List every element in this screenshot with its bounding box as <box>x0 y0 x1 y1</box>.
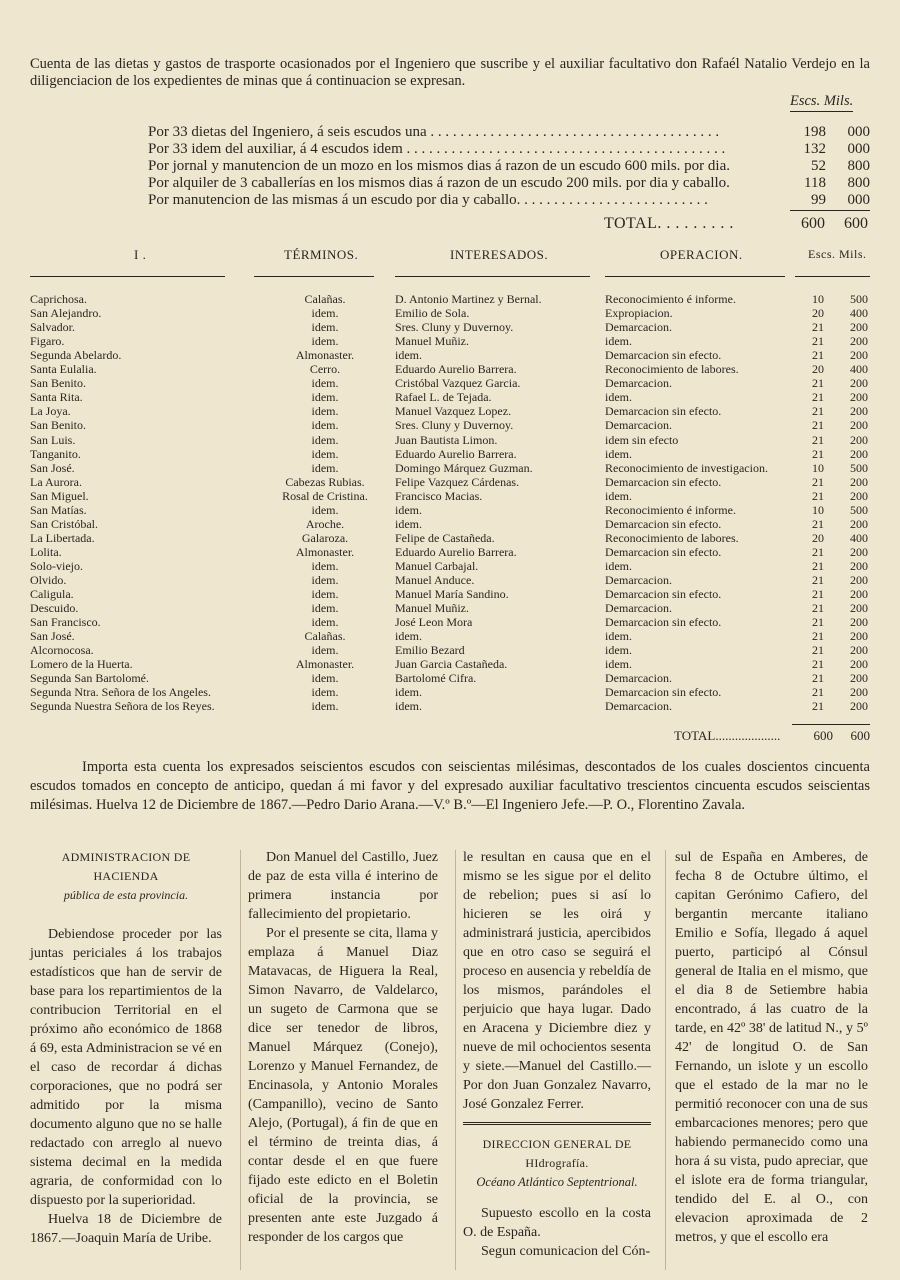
row-esc: 21 <box>812 587 824 602</box>
row-esc: 21 <box>812 446 824 461</box>
table-row <box>30 390 870 404</box>
interesado: Domingo Márquez Guzman. <box>395 460 533 475</box>
column-hacienda <box>30 848 222 1248</box>
row-esc: 10 <box>812 460 824 475</box>
operacion: Demarcacion. <box>605 671 672 686</box>
mine-name: La Libertada. <box>30 530 95 545</box>
operacion: Reconocimiento é informe. <box>605 502 736 517</box>
row-mils: 200 <box>850 432 868 447</box>
total-esc: 600 <box>801 215 825 232</box>
mine-name: Segunda Ntra. Señora de los Angeles. <box>30 685 211 700</box>
table-row <box>30 657 870 671</box>
row-esc: 21 <box>812 699 824 714</box>
mine-name: Caprichosa. <box>30 292 87 306</box>
hidrografia-heading: DIRECCION GENERAL DE HIdrografía. <box>482 1137 632 1170</box>
termino: Rosal de Cristina. <box>282 488 368 503</box>
expense-desc: Por manutencion de las mismas á un escudo por dia y caballo. . . . . . . . . . . . . . . . . . . . . . . . . . <box>148 192 708 208</box>
header-rule <box>395 276 590 277</box>
row-mils: 200 <box>850 601 868 616</box>
table-row <box>30 699 870 713</box>
mine-name: Lolita. <box>30 544 62 559</box>
row-mils: 400 <box>850 362 868 377</box>
row-mils: 200 <box>850 488 868 503</box>
column-divider <box>240 850 241 1270</box>
escollo-body: sul de España en Amberes, de fecha 8 de Octubre último, el capitan Gerónimo Cafiero, del bergantin mercante italiano Emilio e Sofía, llegado á aquel puerto, participó al Cónsul general de Italia en el mismo, que el dia 8 de Setiembre habia encontrado, á las cuatro de la tarde, en 42º 38' de latitud N., y 5º 42' de longitud O. de San Fernando, un islote y un escollo que el estado de la mar no le permitió reconocer con una de sus embarcaciones menores; pero que habiendo permanecido como una hora á su vista, pudo apreciar, que el islote era de forma triangular, tendido del E. al O., con elevacion aproximada de 2 metros, y que el escollo era <box>675 850 868 1245</box>
row-esc: 21 <box>812 685 824 700</box>
header-units: Escs. Mils. <box>808 247 867 261</box>
interesado: Emilio de Sola. <box>395 306 470 321</box>
mine-name: Descuido. <box>30 601 79 616</box>
row-mils: 200 <box>850 699 868 714</box>
hidrografia-body: Segun comunicacion del Cón- <box>481 1244 651 1259</box>
interesado: Eduardo Aurelio Barrera. <box>395 446 517 461</box>
table-row <box>30 517 870 531</box>
expense-esc: 198 <box>803 124 826 140</box>
termino: idem. <box>311 376 339 391</box>
header-rule <box>605 276 785 277</box>
mine-name: Salvador. <box>30 320 75 335</box>
termino: idem. <box>311 432 339 447</box>
total-rule <box>790 210 870 211</box>
mine-name: Tanganito. <box>30 446 81 461</box>
row-mils: 200 <box>850 587 868 602</box>
row-esc: 20 <box>812 362 824 377</box>
operacion: Demarcacion sin efecto. <box>605 348 722 363</box>
section-rule <box>463 1122 651 1125</box>
total-mils: 600 <box>844 215 868 232</box>
table-row <box>30 418 870 432</box>
termino: idem. <box>311 601 339 616</box>
expense-mils: 800 <box>847 158 870 174</box>
termino: idem. <box>311 615 339 630</box>
row-esc: 20 <box>812 530 824 545</box>
operacion: Demarcacion sin efecto. <box>605 474 722 489</box>
mine-name: San José. <box>30 460 75 475</box>
expense-esc: 99 <box>811 192 826 208</box>
hacienda-heading: ADMINISTRACION DE HACIENDA <box>61 850 191 883</box>
termino: idem. <box>311 699 339 714</box>
header-terminos: TÉRMINOS. <box>284 247 359 262</box>
row-mils: 200 <box>850 544 868 559</box>
operacion: Reconocimiento é informe. <box>605 292 736 306</box>
row-esc: 21 <box>812 573 824 587</box>
column-divider <box>665 850 666 1270</box>
row-mils: 200 <box>850 404 868 419</box>
termino: idem. <box>311 460 339 475</box>
row-esc: 21 <box>812 671 824 686</box>
mine-name: La Aurora. <box>30 474 82 489</box>
mine-name: Santa Eulalia. <box>30 362 97 377</box>
edicto-body: Por el presente se cita, llama y emplaza á Manuel Diaz Matavacas, de Higuera la Real, Simon Navarro, de Valdelarco, un sugeto de Carmona que se dice ser tenedor de libros, Manuel Márquez (Conejo), Lorenzo y Manuel Fernandez, de Encinasola, y Antonio Morales (Campanillo), vecino de Santo Alejo, (Portugal), á fin de que en el término de treinta dias, á contar desde el en que fuere fijado este edicto en el Boletin oficial de la provincia, se presenten ante este Juzgado á responder de los cargos que <box>248 926 438 1245</box>
table-row <box>30 362 870 376</box>
interesado: Manuel Carbajal. <box>395 558 479 573</box>
hacienda-subheading: pública de esta provincia. <box>63 888 189 902</box>
operacion: Reconocimiento de labores. <box>605 530 739 545</box>
table-row <box>30 306 870 320</box>
table-total-esc: 600 <box>813 728 833 743</box>
interesado: Cristóbal Vazquez Garcia. <box>395 376 521 391</box>
operacion: Demarcacion. <box>605 320 672 335</box>
table-row <box>30 376 870 390</box>
mine-name: Santa Rita. <box>30 390 83 405</box>
operacion: Demarcacion sin efecto. <box>605 404 722 419</box>
expense-esc: 132 <box>803 141 826 157</box>
interesado: Eduardo Aurelio Barrera. <box>395 362 517 377</box>
interesado: idem. <box>395 685 422 700</box>
row-mils: 200 <box>850 516 868 531</box>
interesado: Felipe de Castañeda. <box>395 530 495 545</box>
interesado: Juan Bautista Limon. <box>395 432 498 447</box>
table-row <box>30 348 870 362</box>
header-rule <box>30 276 225 277</box>
table-row <box>30 475 870 489</box>
operacion: idem sin efecto <box>605 432 679 447</box>
row-mils: 200 <box>850 615 868 630</box>
hacienda-body: Debiendose proceder por las juntas periciales á los trabajos estadísticos que han de servir de base para los repartimientos de la contribucion Territorial en el próximo año económico de 1868 á 69, esta Administracion se vé en el caso de recordar á dichas corporaciones, que no podrá ser admitido por la misma documento alguno que no se halle redactado con arreglo al nuevo sistema decimal en la medida agraria, de conformidad con lo dispuesto por la superioridad. <box>30 927 222 1208</box>
termino: idem. <box>311 502 339 517</box>
table-row <box>30 545 870 559</box>
termino: Cabezas Rubias. <box>285 474 365 489</box>
mine-name: San Benito. <box>30 376 86 391</box>
row-mils: 200 <box>850 334 868 349</box>
operacion: Demarcacion. <box>605 601 672 616</box>
interesado: José Leon Mora <box>395 615 473 630</box>
termino: idem. <box>311 446 339 461</box>
header-name: I . <box>134 247 147 262</box>
row-mils: 200 <box>850 643 868 658</box>
operacion: Reconocimiento de labores. <box>605 362 739 377</box>
table-row <box>30 643 870 657</box>
row-mils: 200 <box>850 446 868 461</box>
row-esc: 21 <box>812 488 824 503</box>
row-mils: 200 <box>850 390 868 405</box>
expense-esc: 52 <box>811 158 826 174</box>
row-mils: 500 <box>850 292 868 306</box>
interesado: Sres. Cluny y Duvernoy. <box>395 320 514 335</box>
termino: idem. <box>311 587 339 602</box>
interesado: Manuel Anduce. <box>395 573 475 587</box>
row-esc: 21 <box>812 376 824 391</box>
interesado: Eduardo Aurelio Barrera. <box>395 544 517 559</box>
expense-desc: Por 33 idem del auxiliar, á 4 escudos idem . . . . . . . . . . . . . . . . . . . . . . . . . . . . . . . . . . . . . . . . . . . <box>148 141 726 157</box>
termino: Aroche. <box>305 516 345 531</box>
closing-text: Importa esta cuenta los expresados seiscientos escudos con seiscientas milésimas, descontados de los cuales doscientos cincuenta escudos tomados en concepto de anticipo, quedan á mi favor y del expresado auxiliar facultativo trescientos cincuenta escudos seiscientas milésimas. Huelva 12 de Diciembre de 1867.—Pedro Dario Arana.—V.º B.º—El Ingeniero Jefe.—P. O., Florentino Zavala. <box>30 759 870 813</box>
table-total-mils: 600 <box>850 728 870 743</box>
header-rule <box>254 276 374 277</box>
operacion: Demarcacion sin efecto. <box>605 685 722 700</box>
row-esc: 21 <box>812 348 824 363</box>
row-mils: 200 <box>850 558 868 573</box>
row-mils: 400 <box>850 306 868 321</box>
interesado: Bartolomé Cifra. <box>395 671 477 686</box>
row-mils: 200 <box>850 376 868 391</box>
total-label: TOTAL. . . . . . . . . <box>604 215 734 232</box>
hidrografia-subheading: Océano Atlántico Septentrional. <box>476 1175 638 1189</box>
interesado: idem. <box>395 699 422 714</box>
expense-mils: 000 <box>847 141 870 157</box>
termino: Calañas. <box>304 629 346 644</box>
row-esc: 21 <box>812 615 824 630</box>
row-esc: 21 <box>812 544 824 559</box>
expense-desc: Por 33 dietas del Ingeniero, á seis escudos una . . . . . . . . . . . . . . . . . . . . . . . . . . . . . . . . . . . . . . . <box>148 124 720 140</box>
row-mils: 200 <box>850 474 868 489</box>
termino: idem. <box>311 306 339 321</box>
operacion: idem. <box>605 334 632 349</box>
table-row <box>30 573 870 587</box>
mine-name: San Matías. <box>30 502 87 517</box>
table-row <box>30 320 870 334</box>
column-edicto <box>248 848 438 1247</box>
interesado: Rafael L. de Tejada. <box>395 390 492 405</box>
row-esc: 20 <box>812 306 824 321</box>
termino: Calañas. <box>304 292 346 306</box>
row-esc: 21 <box>812 432 824 447</box>
mine-name: Segunda Nuestra Señora de los Reyes. <box>30 699 215 714</box>
interesado: Francisco Macias. <box>395 488 483 503</box>
row-mils: 200 <box>850 320 868 335</box>
row-esc: 21 <box>812 418 824 433</box>
termino: idem. <box>311 643 339 658</box>
expense-desc: Por alquiler de 3 caballerías en los mismos dias á razon de un escudo 200 mils. por dia y caballo. <box>148 175 730 191</box>
row-esc: 10 <box>812 292 824 306</box>
header-operacion: OPERACION. <box>660 247 743 262</box>
intro-text: Cuenta de las dietas y gastos de trasporte ocasionados por el Ingeniero que suscribe y el auxiliar facultativo don Rafaél Natalio Verdejo en la diligenciacion de los expedientes de minas que á continuacion se expresan. <box>30 56 870 89</box>
operacion: Expropiacion. <box>605 306 673 321</box>
termino: Almonaster. <box>295 348 355 363</box>
row-mils: 500 <box>850 460 868 475</box>
interesado: Juan Garcia Castañeda. <box>395 657 508 672</box>
interesado: Manuel María Sandino. <box>395 587 509 602</box>
row-esc: 21 <box>812 643 824 658</box>
expense-mils: 000 <box>847 124 870 140</box>
interesado: Sres. Cluny y Duvernoy. <box>395 418 514 433</box>
termino: idem. <box>311 671 339 686</box>
row-mils: 200 <box>850 573 868 587</box>
termino: Almonaster. <box>295 544 355 559</box>
row-esc: 21 <box>812 404 824 419</box>
header-interesados: INTERESADOS. <box>450 247 549 262</box>
hacienda-sign: Huelva 18 de Diciembre de 1867.—Joaquin María de Uribe. <box>30 1212 222 1246</box>
table-row <box>30 461 870 475</box>
operacion: Demarcacion. <box>605 573 672 587</box>
operacion: Reconocimiento de investigacion. <box>605 460 768 475</box>
table-row <box>30 559 870 573</box>
column-edicto-cont <box>463 848 651 1261</box>
total-rule <box>792 724 870 725</box>
table-row <box>30 433 870 447</box>
row-esc: 21 <box>812 601 824 616</box>
table-row <box>30 404 870 418</box>
operacion: idem. <box>605 657 632 672</box>
hidrografia-title: Supuesto escollo en la costa O. de España. <box>463 1206 651 1240</box>
table-row <box>30 489 870 503</box>
termino: Almonaster. <box>295 657 355 672</box>
table-total-label: TOTAL.................... <box>674 728 781 743</box>
operacion: idem. <box>605 488 632 503</box>
row-esc: 21 <box>812 558 824 573</box>
mine-name: San Luis. <box>30 432 76 447</box>
mine-name: San Alejandro. <box>30 306 102 321</box>
table-row <box>30 334 870 348</box>
row-mils: 500 <box>850 502 868 517</box>
table-row <box>30 503 870 517</box>
header-rule <box>795 276 870 277</box>
operacion: idem. <box>605 629 632 644</box>
row-esc: 21 <box>812 516 824 531</box>
mine-name: Segunda Abelardo. <box>30 348 122 363</box>
mine-name: La Joya. <box>30 404 71 419</box>
edicto-continuation: le resultan en causa que en el mismo se les sigue por el delito de rebelion; pues si así lo hicieren se les oirá y administrará justicia, apercibidos que en otro caso se seguirá el proceso en ausencia y rebeldía de los mismos, parándoles el perjuicio que haya lugar. Dado en Aracena y Diciembre diez y nueve de mil ochocientos sesenta y siete.—Manuel del Castillo.—Por don Juan Gonzalez Navarro, José Gonzalez Ferrer. <box>463 850 651 1112</box>
row-mils: 400 <box>850 530 868 545</box>
row-mils: 200 <box>850 657 868 672</box>
operacion: Demarcacion sin efecto. <box>605 587 722 602</box>
row-esc: 21 <box>812 474 824 489</box>
expense-esc: 118 <box>804 175 826 191</box>
table-row <box>30 531 870 545</box>
interesado: idem. <box>395 516 422 531</box>
operacion: Demarcacion. <box>605 376 672 391</box>
operacion: Demarcacion sin efecto. <box>605 544 722 559</box>
interesado: idem. <box>395 502 422 517</box>
mine-name: Solo-viejo. <box>30 558 83 573</box>
row-mils: 200 <box>850 418 868 433</box>
termino: idem. <box>311 334 339 349</box>
operacion: Demarcacion sin efecto. <box>605 615 722 630</box>
row-mils: 200 <box>850 685 868 700</box>
termino: idem. <box>311 390 339 405</box>
termino: idem. <box>311 418 339 433</box>
termino: idem. <box>311 573 339 587</box>
operacion: idem. <box>605 446 632 461</box>
row-esc: 21 <box>812 320 824 335</box>
termino: Galaroza. <box>301 530 349 545</box>
table-row <box>30 671 870 685</box>
mine-name: San Cristóbal. <box>30 516 98 531</box>
row-mils: 200 <box>850 671 868 686</box>
termino: idem. <box>311 685 339 700</box>
row-esc: 21 <box>812 629 824 644</box>
interesado: D. Antonio Martinez y Bernal. <box>395 292 542 306</box>
mine-name: Caligula. <box>30 587 74 602</box>
interesado: Felipe Vazquez Cárdenas. <box>395 474 520 489</box>
units-header: Escs. Mils. <box>790 93 853 112</box>
expense-mils: 000 <box>847 192 870 208</box>
row-esc: 10 <box>812 502 824 517</box>
operacion: idem. <box>605 643 632 658</box>
operacion: Demarcacion. <box>605 418 672 433</box>
column-divider <box>455 850 456 1270</box>
interesado: idem. <box>395 348 422 363</box>
mine-name: San Francisco. <box>30 615 101 630</box>
mine-name: Olvido. <box>30 573 67 587</box>
row-mils: 200 <box>850 348 868 363</box>
row-mils: 200 <box>850 629 868 644</box>
table-row <box>30 447 870 461</box>
mine-name: San Benito. <box>30 418 86 433</box>
mine-name: Lomero de la Huerta. <box>30 657 133 672</box>
table-row <box>30 587 870 601</box>
operacion: idem. <box>605 558 632 573</box>
interesado: Emilio Bezard <box>395 643 465 658</box>
row-esc: 21 <box>812 390 824 405</box>
mine-name: Alcornocosa. <box>30 643 94 658</box>
mine-name: Figaro. <box>30 334 65 349</box>
row-esc: 21 <box>812 657 824 672</box>
edicto-intro: Don Manuel del Castillo, Juez de paz de esta villa é interino de primera instancia por fallecimiento del propietario. <box>248 850 438 922</box>
table-row <box>30 292 870 306</box>
mine-name: San Miguel. <box>30 488 89 503</box>
table-row <box>30 601 870 615</box>
termino: idem. <box>311 404 339 419</box>
mine-name: Segunda San Bartolomé. <box>30 671 149 686</box>
interesado: Manuel Muñiz. <box>395 334 469 349</box>
table-row <box>30 615 870 629</box>
column-escollo <box>675 848 868 1247</box>
expense-desc: Por jornal y manutencion de un mozo en los mismos dias á razon de un escudo 600 mils. por dia. <box>148 158 730 174</box>
interesado: Manuel Muñiz. <box>395 601 469 616</box>
table-row <box>30 629 870 643</box>
expense-mils: 800 <box>847 175 870 191</box>
interesado: idem. <box>395 629 422 644</box>
termino: idem. <box>311 558 339 573</box>
expense-line <box>148 192 868 214</box>
interesado: Manuel Vazquez Lopez. <box>395 404 512 419</box>
operacion: Demarcacion sin efecto. <box>605 516 722 531</box>
operacion: idem. <box>605 390 632 405</box>
termino: Cerro. <box>309 362 341 377</box>
mine-name: San José. <box>30 629 75 644</box>
table-row <box>30 685 870 699</box>
termino: idem. <box>311 320 339 335</box>
operacion: Demarcacion. <box>605 699 672 714</box>
row-esc: 21 <box>812 334 824 349</box>
